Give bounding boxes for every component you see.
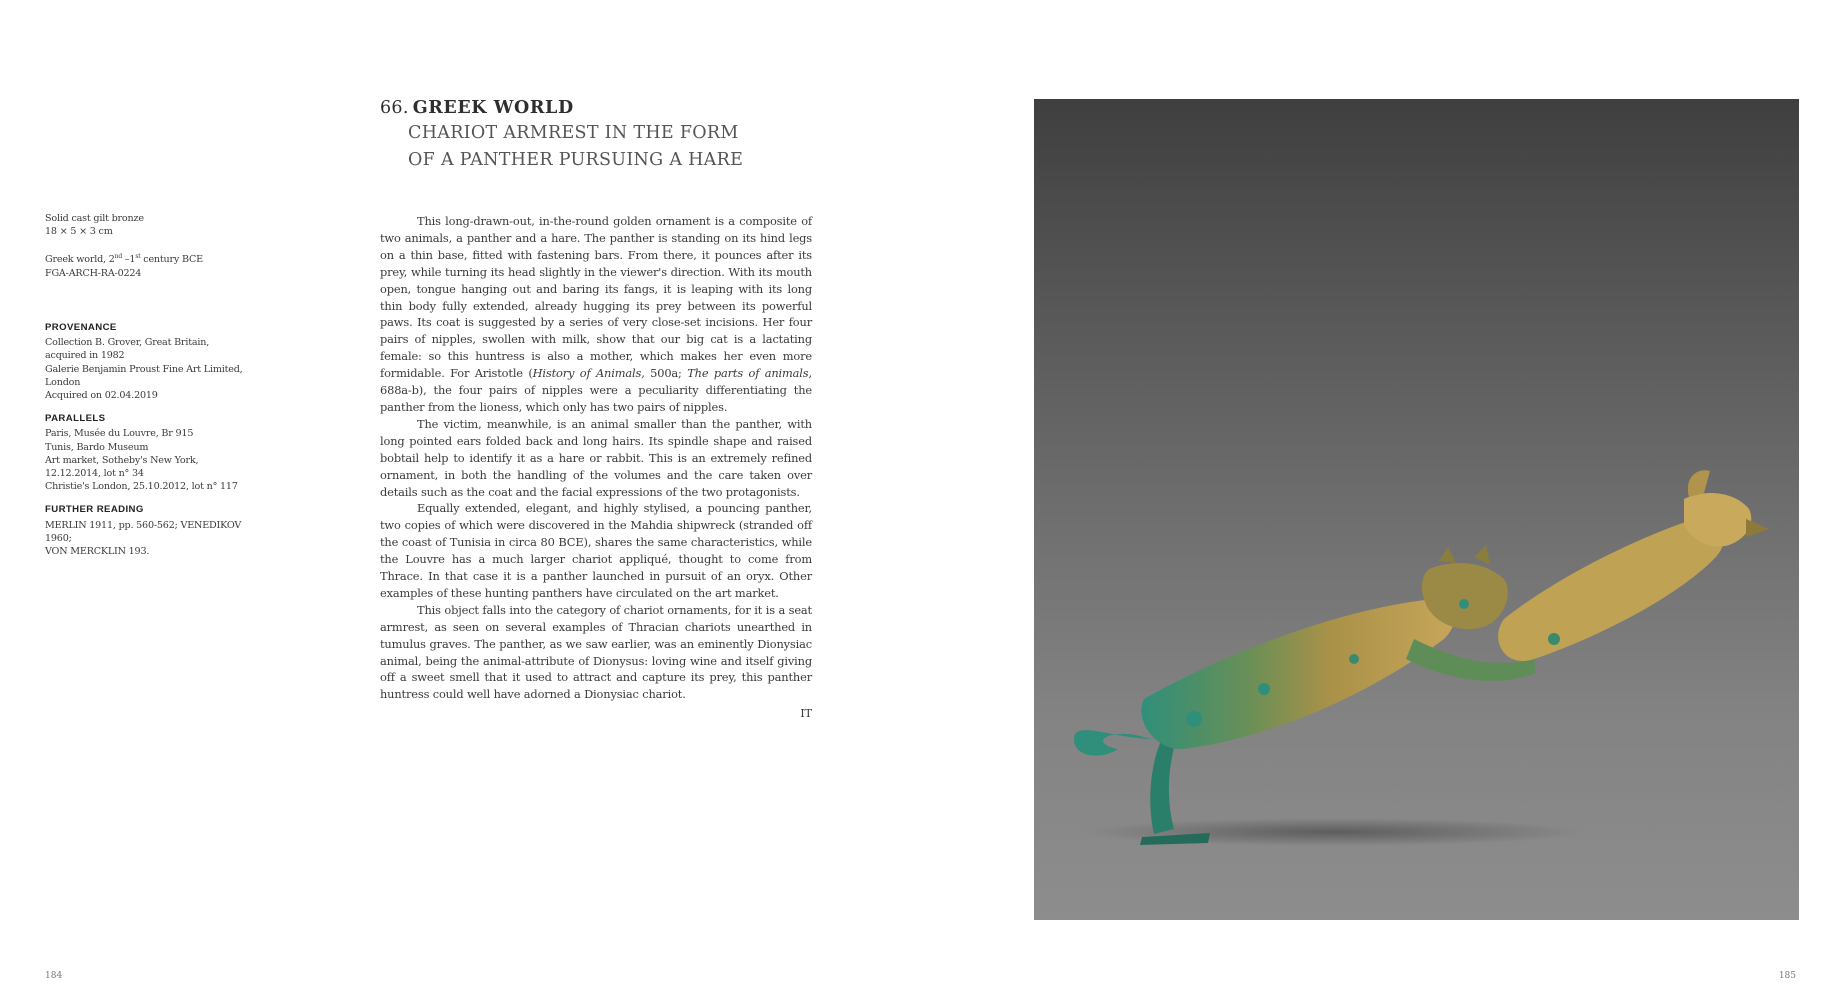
object-details-column <box>45 212 245 568</box>
page-number-right: 185 <box>1778 971 1796 981</box>
further-reading-section <box>45 503 245 558</box>
parallels-line: Paris, Musée du Louvre, Br 915 <box>45 428 194 440</box>
body-paragraph: This object falls into the category of chariot ornaments, for it is a seat armrest, as seen on several examples of Thracian chariots unearthed in tumulus graves. The panther, as we saw earlier, was an eminently Dionysiac animal, being the animal-attribute of Dionysus: loving wine and itself giving off a sweet smell that it used to attract and capture its prey, this panther huntress could well have adorned a Dionysiac chariot. <box>380 602 812 702</box>
material-text: Solid cast gilt bronze <box>45 213 144 224</box>
entry-heading <box>380 96 840 120</box>
provenance-heading: PROVENANCE <box>45 322 117 333</box>
further-reading-line: VON MERCKLIN 193. <box>45 546 150 558</box>
parallels-line: 12.12.2014, lot n° 34 <box>45 468 144 480</box>
body-paragraph: The victim, meanwhile, is an animal smaller than the panther, with long pointed ears folded back and long hairs. Its spindle shape and raised bobtail help to identify it as a hare or rabbit. This is an extremely refined ornament, in both the handling of the volumes and the care taken over details such as the coat and the facial expressions of the two protagonists. <box>380 416 812 499</box>
dimensions-text: 18 × 5 × 3 cm <box>45 226 113 238</box>
provenance-line: acquired in 1982 <box>45 350 125 362</box>
provenance-section <box>45 321 245 402</box>
parallels-section <box>45 412 245 493</box>
provenance-line: Galerie Benjamin Proust Fine Art Limited, <box>45 363 243 375</box>
panther-hare-armrest-image <box>1034 99 1799 920</box>
body-paragraph: This long-drawn-out, in-the-round golden ornament is a composite of two animals, a panther and a hare. The panther is standing on its hind legs on a thin base, fitted with fastening bars. From there, it pounces after its prey, while turning its head slightly in the viewer's direction. With its mouth open, tongue hanging out and baring its fangs, it is leaping with its long thin body fully extended, already hugging its prey between its powerful paws. Its coat is suggested by a series of very close-set incisions. Her four pairs of nipples, swollen with milk, show that our big cat is a lactating female: so this huntress is also a mother, which makes her even more formidable. For Aristotle (History of Animals, 500a; The parts of animals, 688a-b), the four pairs of nipples were a peculiarity differentiating the panther from the lioness, which only has two pairs of nipples. <box>380 214 812 414</box>
parallels-heading: PARALLELS <box>45 413 106 425</box>
inventory-number: FGA-ARCH-RA-0224 <box>45 267 142 279</box>
entry-region: GREEK WORLD <box>412 98 574 118</box>
provenance-line: Acquired on 02.04.2019 <box>45 390 158 402</box>
provenance-line: Collection B. Grover, Great Britain, <box>45 337 210 349</box>
parallels-line: Christie's London, 25.10.2012, lot n° 117 <box>45 481 238 493</box>
further-reading-line: MERLIN 1911, pp. 560-562; VENEDIKOV 1960; <box>45 519 242 544</box>
parallels-line: Tunis, Bardo Museum <box>45 441 149 453</box>
page-number-left: 184 <box>45 971 63 981</box>
author-initials: IT <box>800 706 812 721</box>
provenance-line: London <box>45 376 81 388</box>
entry-title <box>380 96 840 174</box>
entry-number: 66. <box>380 98 409 118</box>
further-reading-heading: FURTHER READING <box>45 504 144 516</box>
object-photograph <box>1034 99 1799 920</box>
parallels-line: Art market, Sotheby's New York, <box>45 454 199 466</box>
entry-body <box>380 213 812 722</box>
subtitle-line: OF A PANTHER PURSUING A HARE <box>408 150 744 170</box>
entry-subtitle <box>408 120 840 174</box>
body-paragraph: Equally extended, elegant, and highly stylised, a pouncing panther, two copies of which were discovered in the Mahdia shipwreck (stranded off the coast of Tunisia in circa 80 BCE), shares the same characteristics, while the Louvre has a much larger chariot appliqué, thought to come from Thrace. In that case it is a panther launched in pursuit of an oryx. Other examples of these hunting panthers have circulated on the art market. <box>380 501 812 600</box>
subtitle-line: CHARIOT ARMREST IN THE FORM <box>408 123 739 143</box>
origin-text: Greek world, 2nd –1st century BCE <box>45 253 203 266</box>
